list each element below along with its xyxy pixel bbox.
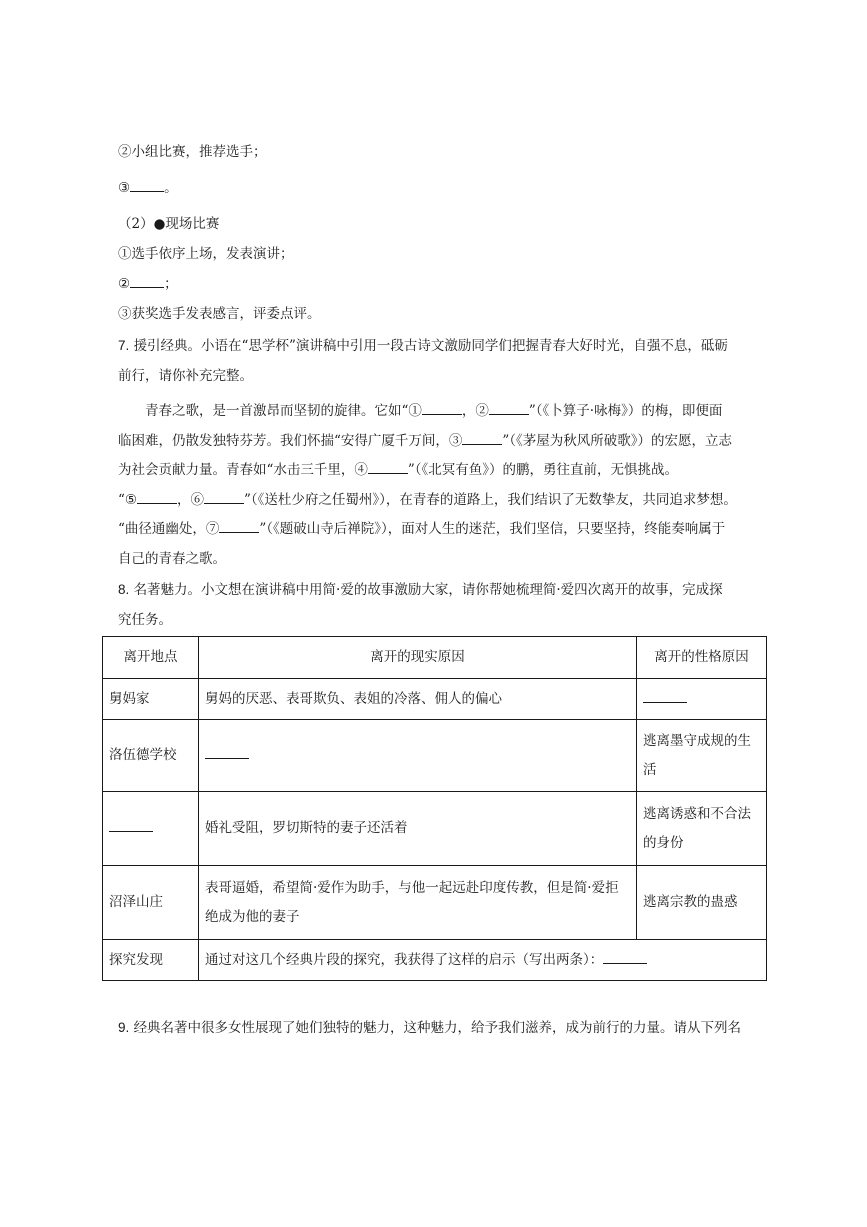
answer-blank-7[interactable]	[219, 519, 259, 533]
table-row	[103, 720, 767, 792]
finding-text: 通过对这几个经典片段的探究，我获得了这样的启示（写出两条）：	[205, 951, 604, 968]
answer-blank[interactable]	[205, 746, 249, 759]
cell-reason-blank[interactable]	[199, 720, 637, 792]
question-9-text: 经典名著中很多女性展现了她们独特的魅力，这种魅力，给予我们滋养，成为前行的力量。请从下列名	[133, 1020, 742, 1036]
cell-trait-blank[interactable]	[637, 679, 767, 720]
section2-step-1: ①选手依序上场，发表演讲；	[118, 246, 294, 262]
table-header: 离开地点	[103, 637, 199, 679]
prev-item-3-suffix: 。	[164, 180, 178, 196]
table-header: 离开的现实原因	[199, 637, 637, 679]
section2-step-2	[118, 274, 178, 294]
question-7-number: 7.	[118, 338, 130, 353]
question-8-number: 8.	[118, 582, 130, 597]
cell-place: 舅妈家	[103, 679, 199, 720]
answer-blank[interactable]	[130, 274, 164, 288]
cell-finding-label: 探究发现	[103, 940, 199, 981]
question-7-text-line1: 援引经典。小语在“思学杯”演讲稿中引用一段古诗文激励同学们把握青春大好时光，自强不息，砥砺	[133, 338, 728, 354]
question-9-prompt	[118, 1018, 741, 1038]
cell-reason: 舅妈的厌恶、表哥欺负、表姐的冷落、佣人的偏心	[199, 679, 637, 720]
answer-blank[interactable]	[603, 951, 647, 964]
section2-step-3: ③获奖选手发表感言，评委点评。	[118, 306, 321, 322]
question-7-passage	[118, 397, 768, 574]
prev-item-3-prefix: ③	[118, 180, 131, 196]
passage-line-1: 青春之歌，是一首激昂而坚韧的旋律。它如“① ，② ”（《卜算子·咏梅》）的梅，即便面	[145, 403, 723, 419]
table-finding-row	[103, 940, 767, 981]
passage-line-3: 为社会贡献力量。青春如“水击三千里，④ ”（《北冥有鱼》）的鹏，勇往直前，无惧挑战。	[118, 462, 679, 478]
answer-blank-6[interactable]	[204, 490, 244, 504]
answer-blank-4[interactable]	[368, 460, 408, 474]
question-8-text-line1: 名著魅力。小文想在演讲稿中用简·爱的故事激励大家，请你帮她梳理简·爱四次离开的故事，完成探	[133, 582, 723, 598]
answer-blank-2[interactable]	[489, 401, 529, 415]
table-header: 离开的性格原因	[637, 637, 767, 679]
answer-blank-1[interactable]	[422, 401, 462, 415]
table-header-row	[103, 637, 767, 679]
answer-blank[interactable]	[109, 819, 153, 832]
passage-line-4: “⑤ ，⑥ ”（《送杜少府之任蜀州》），在青春的道路上，我们结识了无数挚友，共同追求梦想。	[118, 491, 737, 508]
answer-blank-5[interactable]	[137, 490, 177, 504]
cell-place: 洛伍德学校	[103, 720, 199, 792]
cell-trait: 逃离宗教的蛊惑	[637, 866, 767, 940]
question-8-prompt-line2: 究任务。	[118, 612, 172, 628]
answer-blank[interactable]	[643, 690, 687, 703]
table-row	[103, 866, 767, 940]
answer-blank-3[interactable]	[462, 431, 502, 445]
cell-place-blank[interactable]	[103, 792, 199, 866]
question-7-prompt	[118, 336, 728, 356]
cell-reason: 婚礼受阻，罗切斯特的妻子还活着	[199, 792, 637, 866]
jane-eyre-table	[102, 636, 767, 981]
section2-heading: （2）●现场比赛	[118, 216, 220, 232]
cell-reason: 表哥逼婚，希望简·爱作为助手，与他一起远赴印度传教，但是简·爱拒绝成为他的妻子	[199, 866, 637, 940]
question-9-number: 9.	[118, 1020, 130, 1035]
prev-item-3	[118, 178, 178, 198]
section2-step-2-suffix: ；	[164, 276, 178, 292]
cell-place: 沼泽山庄	[103, 866, 199, 940]
passage-line-2: 临困难，仍散发独特芬芳。我们怀揣“安得广厦千万间，③ ”（《茅屋为秋风所破歌》）的宏愿，立志	[118, 432, 733, 449]
cell-trait: 逃离诱惑和不合法的身份	[637, 792, 767, 866]
passage-line-6: 自己的青春之歌。	[118, 550, 226, 567]
cell-finding	[199, 940, 767, 981]
passage-line-5: “曲径通幽处，⑦ ”（《题破山寺后禅院》），面对人生的迷茫，我们坚信，只要坚持，终能奏响属于	[118, 521, 726, 537]
question-8-prompt	[118, 580, 723, 600]
question-7-prompt-line2: 前行，请你补充完整。	[118, 368, 253, 384]
section2-step-2-prefix: ②	[118, 276, 131, 292]
table-row	[103, 679, 767, 720]
answer-blank[interactable]	[130, 178, 164, 192]
table-row	[103, 792, 767, 866]
cell-trait: 逃离墨守成规的生活	[637, 720, 767, 792]
prev-item-2: ②小组比赛，推荐选手；	[118, 144, 267, 160]
